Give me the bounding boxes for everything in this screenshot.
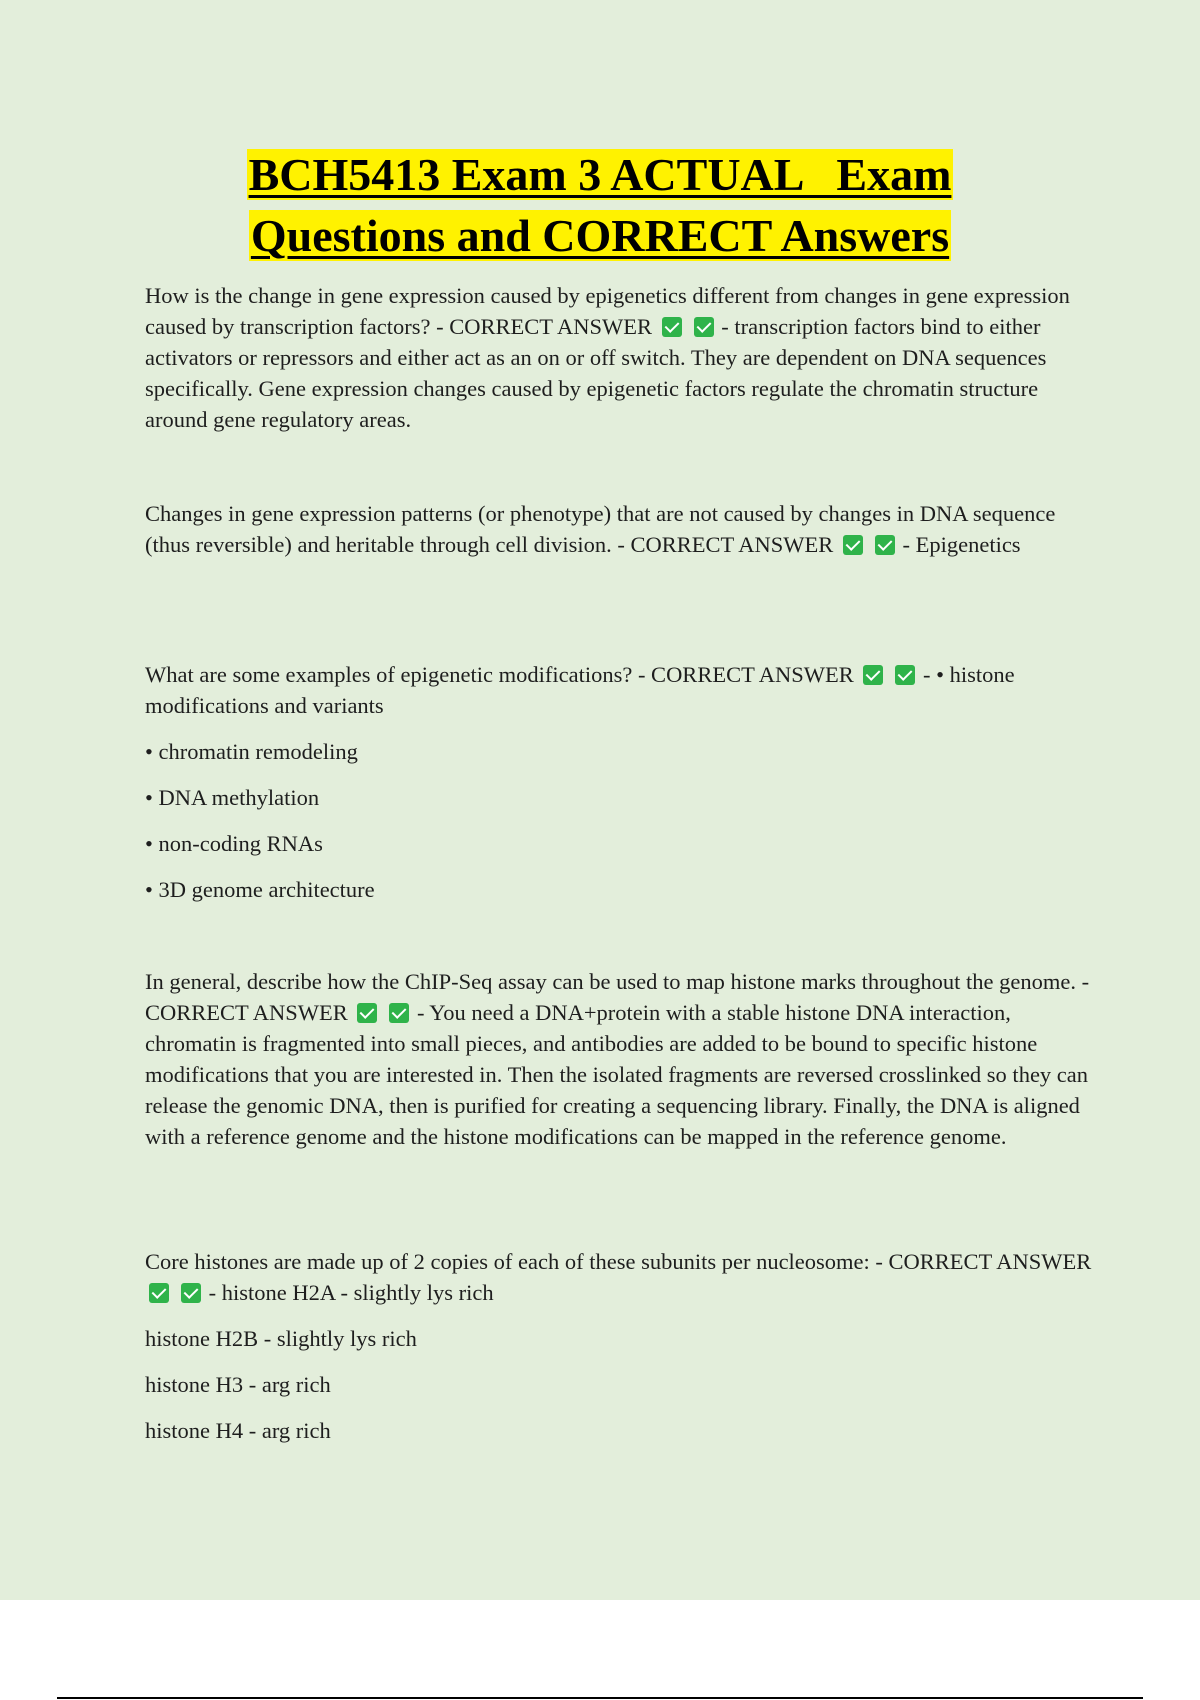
answer-text: - transcription factors bind to either activators or repressors and either act as an on or off switch. They are dependent on DNA sequences specifically. Gene expression changes caused by epigenetic factors regulate the chromatin structure around gene regulatory areas. <box>145 314 1047 432</box>
qa-paragraph <box>145 1246 1095 1308</box>
qa-paragraph <box>145 280 1095 435</box>
answer-list-item: histone H4 - arg rich <box>145 1418 331 1443</box>
check-square-icon <box>389 1003 409 1023</box>
qa-block-3 <box>145 659 1095 920</box>
question-text: How is the change in gene expression caused by epigenetics different from changes in gene expression caused by transcription factors? <box>145 283 1070 339</box>
answer-list-item: • non-coding RNAs <box>145 831 323 856</box>
answer-list-item: • 3D genome architecture <box>145 877 375 902</box>
check-square-icon <box>357 1003 377 1023</box>
check-square-icon <box>875 535 895 555</box>
qa-block-1 <box>145 280 1095 450</box>
answer-text: - • histone modifications and variants <box>145 662 1015 718</box>
check-square-icon <box>895 665 915 685</box>
check-square-icon <box>662 317 682 337</box>
answer-text: - Epigenetics <box>902 532 1021 557</box>
title-line-1: BCH5413 Exam 3 ACTUAL Exam <box>248 149 952 200</box>
title-line-2: Questions and CORRECT Answers <box>250 210 950 261</box>
answer-marker: - CORRECT ANSWER <box>637 662 854 687</box>
qa-block-2 <box>145 498 1095 575</box>
page-bottom-rule <box>57 1697 1143 1699</box>
check-square-icon <box>149 1283 169 1303</box>
qa-paragraph <box>145 659 1095 721</box>
answer-marker: - CORRECT ANSWER <box>875 1249 1092 1274</box>
answer-list-item: • chromatin remodeling <box>145 739 358 764</box>
question-text: Core histones are made up of 2 copies of each of these subunits per nucleosome: <box>145 1249 870 1274</box>
document-title <box>0 144 1200 266</box>
check-square-icon <box>843 535 863 555</box>
answer-text: - You need a DNA+protein with a stable histone DNA interaction, chromatin is fragmented into small pieces, and antibodies are added to be bound to specific histone modifications that you are interested in. Then the isolated fragments are reversed crosslinked so they can release the genomic DNA, then is purified for creating a sequencing library. Finally, the DNA is aligned with a reference genome and the histone modifications can be mapped in the reference genome. <box>145 1000 1089 1149</box>
answer-list-item: histone H3 - arg rich <box>145 1372 331 1397</box>
answer-marker: - CORRECT ANSWER <box>617 532 834 557</box>
check-square-icon <box>694 317 714 337</box>
answer-list-item: • DNA methylation <box>145 785 320 810</box>
question-text: What are some examples of epigenetic modifications? <box>145 662 633 687</box>
answer-text: - histone H2A - slightly lys rich <box>208 1280 494 1305</box>
answer-marker: - CORRECT ANSWER <box>145 969 1090 1025</box>
answer-list-item: histone H2B - slightly lys rich <box>145 1326 417 1351</box>
qa-paragraph <box>145 498 1095 560</box>
answer-marker: - CORRECT ANSWER <box>436 314 652 339</box>
qa-paragraph <box>145 966 1095 1152</box>
qa-block-4 <box>145 966 1095 1167</box>
check-square-icon <box>863 665 883 685</box>
check-square-icon <box>181 1283 201 1303</box>
qa-block-5 <box>145 1246 1095 1461</box>
question-text: In general, describe how the ChIP-Seq assay can be used to map histone marks throughout the genome. <box>145 969 1077 994</box>
question-text: Changes in gene expression patterns (or phenotype) that are not caused by changes in DNA sequence (thus reversible) and heritable through cell division. <box>145 501 1056 557</box>
